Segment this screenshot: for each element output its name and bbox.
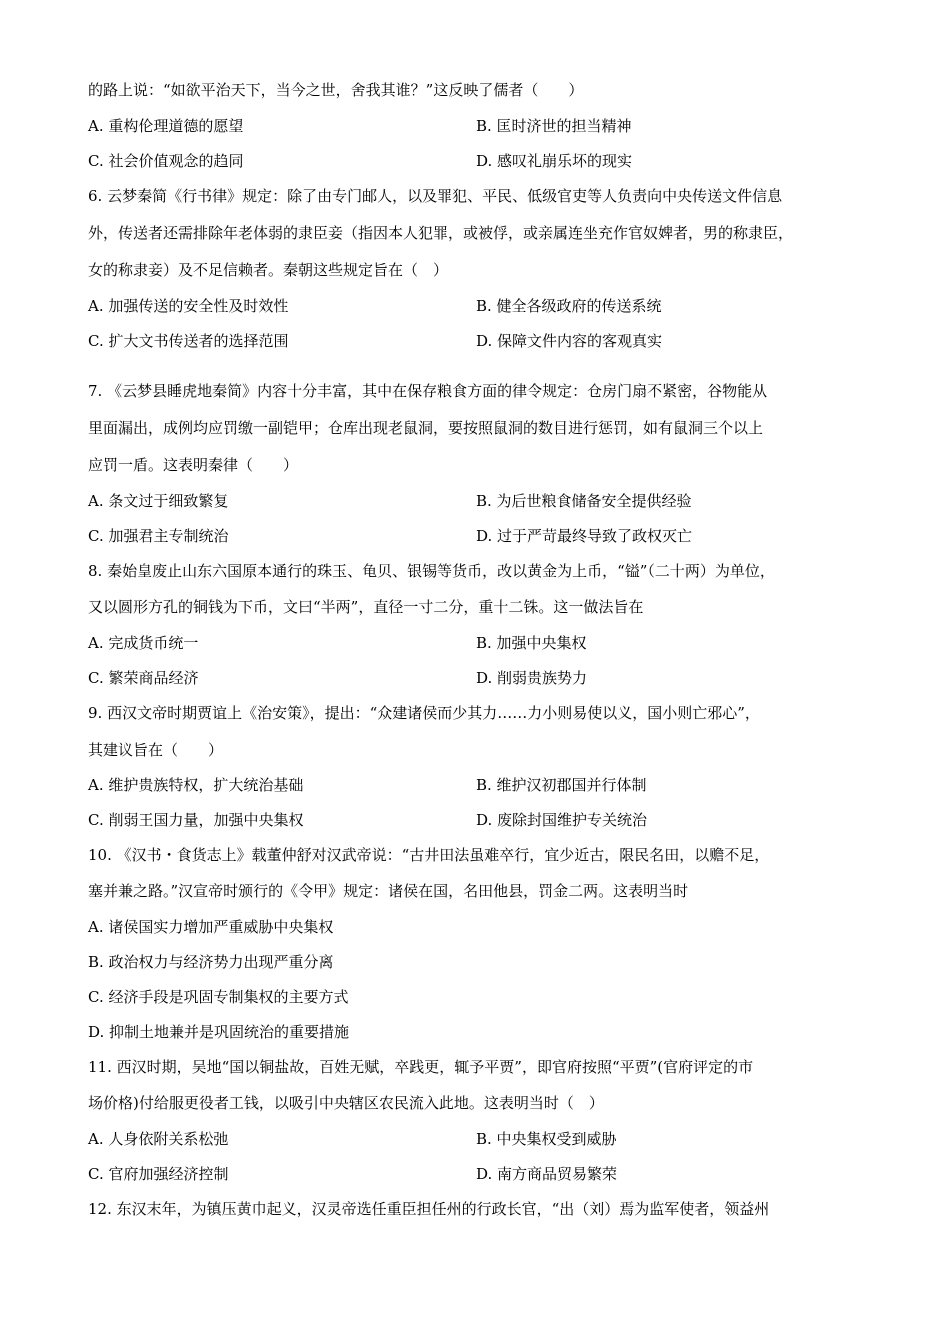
q5-stem-line: 的路上说：“如欲平治天下，当今之世，舍我其谁？”这反映了儒者（ ） <box>88 81 584 99</box>
q9-stem-line-1: 9. 西汉文帝时期贾谊上《治安策》，提出：“众建诸侯而少其力……力小则易使以义，国小则亡邪心”， <box>88 704 760 722</box>
q10-stem-line-2: 塞并兼之路。”汉宣帝时颁行的《令甲》规定：诸侯在国，名田他县，罚金二两。这表明当时 <box>88 882 689 900</box>
q7-option-c[interactable]: C. 加强君主专制统治 <box>88 527 229 545</box>
q6-stem-line-2: 外，传送者还需排除年老体弱的隶臣妾（指因本人犯罪，或被俘，或亲属连坐充作官奴婢者，男的称隶臣， <box>88 224 794 242</box>
q7-option-a[interactable]: A. 条文过于细致繁复 <box>88 492 229 510</box>
q8-option-a[interactable]: A. 完成货币统一 <box>88 634 199 652</box>
q7-option-b[interactable]: B. 为后世粮食储备安全提供经验 <box>476 492 692 510</box>
q8-stem-line-2: 又以圆形方孔的铜钱为下币，文曰“半两”，直径一寸二分，重十二铢。这一做法旨在 <box>88 598 644 616</box>
q7-stem-line-3: 应罚一盾。这表明秦律（ ） <box>88 456 299 474</box>
q11-option-d[interactable]: D. 南方商品贸易繁荣 <box>476 1165 618 1183</box>
q11-stem-line-2: 场价格)付给服更役者工钱，以吸引中央辖区农民流入此地。这表明当时（ ） <box>88 1094 604 1112</box>
q8-stem-line-1: 8. 秦始皇废止山东六国原本通行的珠玉、龟贝、银锡等货币，改以黄金为上币，“镒”（二十两）为单位， <box>88 562 775 580</box>
q9-stem-line-2: 其建议旨在（ ） <box>88 741 224 759</box>
q7-option-d[interactable]: D. 过于严苛最终导致了政权灭亡 <box>476 527 693 545</box>
q10-option-b[interactable]: B. 政治权力与经济势力出现严重分离 <box>88 953 334 971</box>
q10-option-a[interactable]: A. 诸侯国实力增加严重威胁中央集权 <box>88 918 334 936</box>
q10-stem-line-1: 10. 《汉书・食货志上》载董仲舒对汉武帝说：“古井田法虽难卒行，宜少近古，限民名田，以赡不足， <box>88 846 770 864</box>
q5-option-d[interactable]: D. 感叹礼崩乐坏的现实 <box>476 152 633 170</box>
q11-option-a[interactable]: A. 人身依附关系松弛 <box>88 1130 229 1148</box>
q6-option-b[interactable]: B. 健全各级政府的传送系统 <box>476 297 662 315</box>
q10-option-c[interactable]: C. 经济手段是巩固专制集权的主要方式 <box>88 988 349 1006</box>
q12-stem-line-1: 12. 东汉末年，为镇压黄巾起义，汉灵帝选任重臣担任州的行政长官，“出（刘）焉为监军使者，领益州 <box>88 1200 770 1218</box>
q11-option-c[interactable]: C. 官府加强经济控制 <box>88 1165 229 1183</box>
q8-option-c[interactable]: C. 繁荣商品经济 <box>88 669 199 687</box>
q6-stem-line-3: 女的称隶妾）及不足信赖者。秦朝这些规定旨在（ ） <box>88 261 449 279</box>
q5-option-b[interactable]: B. 匡时济世的担当精神 <box>476 117 632 135</box>
q10-option-d[interactable]: D. 抑制土地兼并是巩固统治的重要措施 <box>88 1023 350 1041</box>
q9-option-c[interactable]: C. 削弱王国力量，加强中央集权 <box>88 811 304 829</box>
q8-option-b[interactable]: B. 加强中央集权 <box>476 634 587 652</box>
q11-stem-line-1: 11. 西汉时期，吴地“国以铜盐故，百姓无赋，卒践更，辄予平贾”，即官府按照“平贾”(官府评定的市 <box>88 1058 754 1076</box>
q9-option-a[interactable]: A. 维护贵族特权，扩大统治基础 <box>88 776 304 794</box>
q9-option-d[interactable]: D. 废除封国维护专关统治 <box>476 811 648 829</box>
q7-stem-line-1: 7. 《云梦县睡虎地秦简》内容十分丰富，其中在保存粮食方面的律令规定：仓房门扇不紧密，谷物能从 <box>88 382 768 400</box>
q6-stem-line-1: 6. 云梦秦简《行书律》规定：除了由专门邮人，以及罪犯、平民、低级官吏等人负责向中央传送文件信息 <box>88 187 783 205</box>
q5-option-a[interactable]: A. 重构伦理道德的愿望 <box>88 117 244 135</box>
q5-option-c[interactable]: C. 社会价值观念的趋同 <box>88 152 244 170</box>
q6-option-c[interactable]: C. 扩大文书传送者的选择范围 <box>88 332 289 350</box>
q6-option-d[interactable]: D. 保障文件内容的客观真实 <box>476 332 663 350</box>
q11-option-b[interactable]: B. 中央集权受到威胁 <box>476 1130 617 1148</box>
q7-stem-line-2: 里面漏出，成例均应罚缴一副铠甲；仓库出现老鼠洞，要按照鼠洞的数目进行惩罚，如有鼠洞三个以上 <box>88 419 764 437</box>
q9-option-b[interactable]: B. 维护汉初郡国并行体制 <box>476 776 647 794</box>
q8-option-d[interactable]: D. 削弱贵族势力 <box>476 669 588 687</box>
q6-option-a[interactable]: A. 加强传送的安全性及时效性 <box>88 297 289 315</box>
